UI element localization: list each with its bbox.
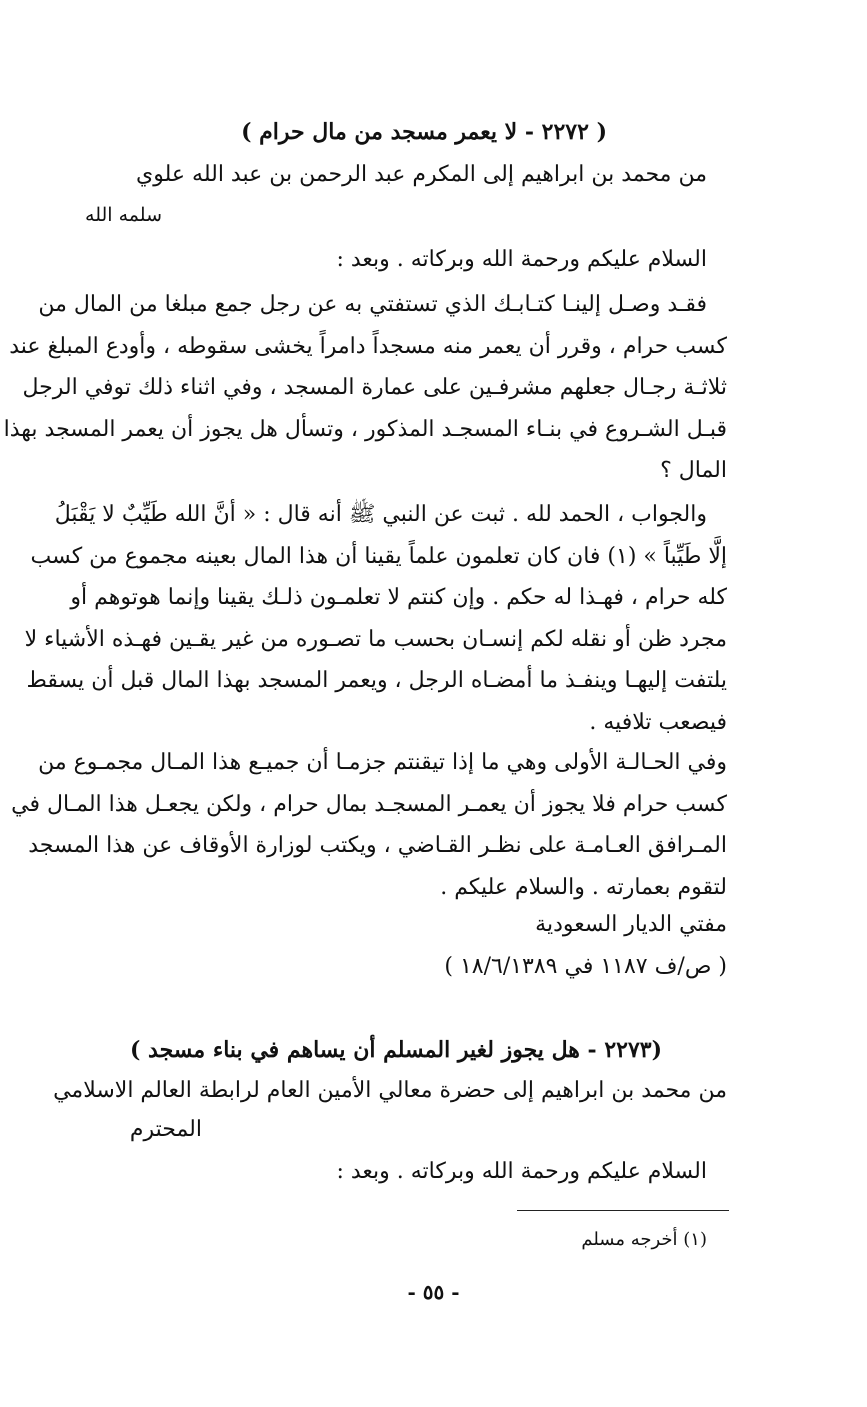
footnote-divider <box>517 1210 729 1211</box>
ruling-line: لتقوم بعمارته . والسلام عليكم . <box>440 874 727 900</box>
sender-line: من محمد بن ابراهيم إلى المكرم عبد الرحمن بن عبد الله علوي <box>136 162 707 187</box>
question-paragraph <box>3 284 727 492</box>
sender-line-2: من محمد بن ابراهيم إلى حضرة معالي الأمين العام لرابطة العالم الاسلامي <box>53 1078 727 1103</box>
ruling-line: كسب حرام فلا يجوز أن يعمـر المسجـد بمال حرام ، ولكن يجعـل هذا المـال في <box>11 791 727 817</box>
answer-line: كله حرام ، فهـذا له حكم . وإن كنتم لا تعلمـون ذلـك يقينا وإنما هوتوهم أو <box>70 585 727 610</box>
ruling-line: المـرافق العـامـة على نظـر القـاضي ، ويكتب لوزارة الأوقاف عن هذا المسجد <box>28 833 727 858</box>
answer-line: مجرد ظن أو نقله لكم إنسـان بحسب ما تصـوره من غير يقـين فهـذه الأشياء لا <box>24 626 727 652</box>
signature-line: مفتي الديار السعودية <box>535 912 727 937</box>
answer-line: يلتفت إليهـا وينفـذ ما أمضـاه الرجل ، ويعمر المسجد بهذا المال قبل أن يسقط <box>26 668 727 693</box>
salutation-text-2: المحترم <box>129 1117 202 1142</box>
footnote-text: (١) أخرجه مسلم <box>581 1229 707 1250</box>
fatwa-heading-2272: ( ٢٢٧٢ - لا يعمر مسجد من مال حرام ) <box>241 119 607 145</box>
greeting-line: السلام عليكم ورحمة الله وبركاته . وبعد : <box>336 247 707 272</box>
answer-line: فيصعب تلافيه . <box>589 709 727 735</box>
question-line: ثلاثـة رجـال جعلهم مشرفـين على عمارة المسجد ، وفي اثناء ذلك توفي الرجل <box>22 375 727 400</box>
question-line: فقـد وصـل إلينـا كتـابـك الذي تستفتي به عن رجل جمع مبلغا من المال من <box>38 292 707 317</box>
fatwa-reference: ( ص/ف ١١٨٧ في ١٨/٦/١٣٨٩ ) <box>444 954 727 979</box>
ruling-paragraph <box>11 742 727 908</box>
answer-paragraph <box>24 494 727 743</box>
answer-line: إلَّا طَيِّباً » (١) فان كان تعلمون علماً يقينا أن هذا المال بعينه مجموع من كسب <box>30 543 727 569</box>
answer-line: والجواب ، الحمد لله . ثبت عن النبي ﷺ أنه قال : « أنَّ الله طَيِّبٌ لا يَقْبَلُ <box>54 502 707 527</box>
page-number: - ٥٥ - <box>407 1280 460 1304</box>
ruling-line: وفي الحـالـة الأولى وهي ما إذا تيقنتم جزمـا أن جميـع هذا المـال مجمـوع من <box>38 750 727 775</box>
fatwa-heading-2273: (٢٢٧٣ - هل يجوز لغير المسلم أن يساهم في بناء مسجد ) <box>129 1037 662 1063</box>
salutation-text: سلمه الله <box>85 204 162 226</box>
greeting-line-2: السلام عليكم ورحمة الله وبركاته . وبعد : <box>336 1159 707 1184</box>
question-line: قبـل الشـروع في بنـاء المسجـد المذكور ، وتسأل هل يجوز أن يعمر المسجد بهذا <box>3 416 727 442</box>
question-line: المال ؟ <box>660 458 727 483</box>
question-line: كسب حرام ، وقرر أن يعمر منه مسجداً دامراً يخشى سقوطه ، وأودع المبلغ عند <box>9 333 727 359</box>
